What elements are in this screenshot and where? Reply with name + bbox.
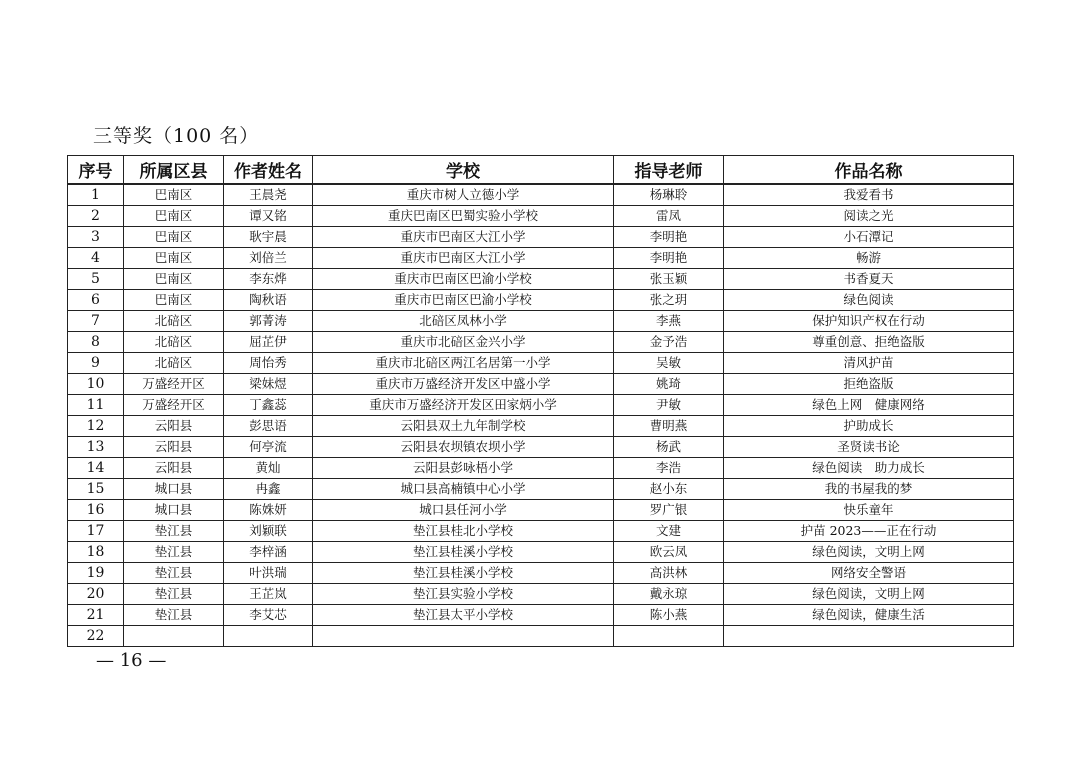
cell-district: 巴南区 <box>124 206 224 227</box>
cell-teacher: 张玉颖 <box>614 269 724 290</box>
cell-author: 王芷岚 <box>224 584 313 605</box>
cell-author: 丁鑫蕊 <box>224 395 313 416</box>
cell-district <box>124 626 224 647</box>
cell-index: 8 <box>68 332 124 353</box>
cell-district: 垫江县 <box>124 605 224 626</box>
cell-teacher: 欧云凤 <box>614 542 724 563</box>
cell-index: 7 <box>68 311 124 332</box>
cell-index: 18 <box>68 542 124 563</box>
cell-author: 谭又铭 <box>224 206 313 227</box>
cell-school: 城口县任河小学 <box>313 500 614 521</box>
cell-work-title <box>724 626 1014 647</box>
cell-index: 16 <box>68 500 124 521</box>
table-row <box>68 542 1014 563</box>
cell-teacher: 高洪林 <box>614 563 724 584</box>
table-row <box>68 626 1014 647</box>
table-row <box>68 269 1014 290</box>
cell-district: 云阳县 <box>124 437 224 458</box>
cell-author: 叶洪瑞 <box>224 563 313 584</box>
cell-index: 2 <box>68 206 124 227</box>
header-author: 作者姓名 <box>224 156 313 185</box>
cell-teacher: 文建 <box>614 521 724 542</box>
cell-author: 梁妹煜 <box>224 374 313 395</box>
table-row <box>68 416 1014 437</box>
cell-work-title: 绿色上网 健康网络 <box>724 395 1014 416</box>
cell-index: 10 <box>68 374 124 395</box>
cell-author: 李东烨 <box>224 269 313 290</box>
table-row <box>68 311 1014 332</box>
cell-district: 云阳县 <box>124 416 224 437</box>
cell-district: 北碚区 <box>124 332 224 353</box>
cell-index: 19 <box>68 563 124 584</box>
cell-district: 万盛经开区 <box>124 395 224 416</box>
cell-district: 城口县 <box>124 479 224 500</box>
cell-author: 李梓涵 <box>224 542 313 563</box>
cell-teacher: 曹明燕 <box>614 416 724 437</box>
cell-school: 重庆市巴南区大江小学 <box>313 227 614 248</box>
cell-index: 17 <box>68 521 124 542</box>
cell-author: 李艾芯 <box>224 605 313 626</box>
cell-district: 垫江县 <box>124 584 224 605</box>
cell-author <box>224 626 313 647</box>
cell-work-title: 绿色阅读，健康生活 <box>724 605 1014 626</box>
cell-teacher: 雷凤 <box>614 206 724 227</box>
cell-school: 重庆市北碚区金兴小学 <box>313 332 614 353</box>
table-row <box>68 206 1014 227</box>
cell-index: 3 <box>68 227 124 248</box>
cell-teacher: 张之玥 <box>614 290 724 311</box>
table-row <box>68 353 1014 374</box>
awards-table <box>67 155 1014 647</box>
cell-school: 重庆市巴南区巴渝小学校 <box>313 269 614 290</box>
cell-work-title: 快乐童年 <box>724 500 1014 521</box>
cell-index: 22 <box>68 626 124 647</box>
table-row <box>68 563 1014 584</box>
cell-school: 重庆市巴南区巴渝小学校 <box>313 290 614 311</box>
table-row <box>68 248 1014 269</box>
header-school: 学校 <box>313 156 614 185</box>
cell-district: 巴南区 <box>124 184 224 206</box>
table-row <box>68 437 1014 458</box>
cell-author: 屈芷伊 <box>224 332 313 353</box>
cell-district: 城口县 <box>124 500 224 521</box>
cell-school: 垫江县实验小学校 <box>313 584 614 605</box>
cell-work-title: 我爱看书 <box>724 184 1014 206</box>
cell-index: 5 <box>68 269 124 290</box>
header-row <box>68 156 1014 185</box>
header-index: 序号 <box>68 156 124 185</box>
cell-author: 彭思语 <box>224 416 313 437</box>
cell-district: 巴南区 <box>124 290 224 311</box>
cell-index: 9 <box>68 353 124 374</box>
cell-work-title: 绿色阅读 助力成长 <box>724 458 1014 479</box>
cell-school: 重庆市万盛经济开发区中盛小学 <box>313 374 614 395</box>
cell-author: 王晨尧 <box>224 184 313 206</box>
table-row <box>68 479 1014 500</box>
table-row <box>68 332 1014 353</box>
cell-index: 14 <box>68 458 124 479</box>
cell-teacher: 李明艳 <box>614 227 724 248</box>
cell-school: 云阳县双土九年制学校 <box>313 416 614 437</box>
cell-teacher: 吴敏 <box>614 353 724 374</box>
cell-school: 重庆巴南区巴蜀实验小学校 <box>313 206 614 227</box>
cell-author: 冉鑫 <box>224 479 313 500</box>
cell-district: 北碚区 <box>124 353 224 374</box>
cell-school: 重庆市树人立德小学 <box>313 184 614 206</box>
cell-author: 周怡秀 <box>224 353 313 374</box>
cell-school: 垫江县太平小学校 <box>313 605 614 626</box>
section-heading: 三等奖（100 名） <box>93 125 260 147</box>
cell-teacher: 李明艳 <box>614 248 724 269</box>
cell-index: 12 <box>68 416 124 437</box>
page-number: — 16 — <box>96 650 167 671</box>
table-row <box>68 605 1014 626</box>
cell-district: 云阳县 <box>124 458 224 479</box>
cell-school: 北碚区凤林小学 <box>313 311 614 332</box>
cell-school: 云阳县彭咏梧小学 <box>313 458 614 479</box>
cell-work-title: 网络安全警语 <box>724 563 1014 584</box>
cell-teacher: 杨琳聆 <box>614 184 724 206</box>
table-row <box>68 184 1014 206</box>
cell-school <box>313 626 614 647</box>
header-work-title: 作品名称 <box>724 156 1014 185</box>
cell-work-title: 书香夏天 <box>724 269 1014 290</box>
cell-district: 巴南区 <box>124 269 224 290</box>
cell-index: 13 <box>68 437 124 458</box>
table-row <box>68 458 1014 479</box>
cell-school: 重庆市万盛经济开发区田家炳小学 <box>313 395 614 416</box>
cell-author: 刘倍兰 <box>224 248 313 269</box>
cell-teacher: 李燕 <box>614 311 724 332</box>
cell-teacher: 姚琦 <box>614 374 724 395</box>
cell-work-title: 绿色阅读，文明上网 <box>724 542 1014 563</box>
cell-district: 垫江县 <box>124 542 224 563</box>
table-row <box>68 521 1014 542</box>
cell-teacher: 李浩 <box>614 458 724 479</box>
cell-work-title: 阅读之光 <box>724 206 1014 227</box>
cell-author: 耿宇晨 <box>224 227 313 248</box>
cell-work-title: 绿色阅读 <box>724 290 1014 311</box>
cell-work-title: 尊重创意、拒绝盗版 <box>724 332 1014 353</box>
cell-district: 垫江县 <box>124 563 224 584</box>
header-teacher: 指导老师 <box>614 156 724 185</box>
cell-teacher: 尹敏 <box>614 395 724 416</box>
cell-teacher: 杨武 <box>614 437 724 458</box>
header-district: 所属区县 <box>124 156 224 185</box>
cell-work-title: 保护知识产权在行动 <box>724 311 1014 332</box>
cell-district: 万盛经开区 <box>124 374 224 395</box>
cell-school: 城口县高楠镇中心小学 <box>313 479 614 500</box>
cell-teacher: 金予浩 <box>614 332 724 353</box>
cell-teacher: 罗广银 <box>614 500 724 521</box>
cell-work-title: 绿色阅读，文明上网 <box>724 584 1014 605</box>
cell-author: 陈姝妍 <box>224 500 313 521</box>
cell-work-title: 清风护苗 <box>724 353 1014 374</box>
cell-school: 云阳县农坝镇农坝小学 <box>313 437 614 458</box>
cell-author: 黄灿 <box>224 458 313 479</box>
cell-teacher: 戴永琼 <box>614 584 724 605</box>
cell-district: 巴南区 <box>124 227 224 248</box>
table-row <box>68 500 1014 521</box>
cell-teacher: 赵小东 <box>614 479 724 500</box>
cell-work-title: 畅游 <box>724 248 1014 269</box>
cell-school: 垫江县桂北小学校 <box>313 521 614 542</box>
cell-index: 20 <box>68 584 124 605</box>
cell-teacher <box>614 626 724 647</box>
cell-index: 4 <box>68 248 124 269</box>
cell-author: 陶秋语 <box>224 290 313 311</box>
cell-author: 何亭流 <box>224 437 313 458</box>
cell-district: 垫江县 <box>124 521 224 542</box>
cell-index: 21 <box>68 605 124 626</box>
cell-school: 重庆市北碚区两江名居第一小学 <box>313 353 614 374</box>
cell-work-title: 小石潭记 <box>724 227 1014 248</box>
cell-author: 刘颖联 <box>224 521 313 542</box>
table-body <box>68 184 1014 647</box>
cell-district: 巴南区 <box>124 248 224 269</box>
cell-school: 垫江县桂溪小学校 <box>313 542 614 563</box>
cell-author: 郭菁涛 <box>224 311 313 332</box>
cell-index: 1 <box>68 184 124 206</box>
cell-index: 15 <box>68 479 124 500</box>
cell-index: 11 <box>68 395 124 416</box>
cell-teacher: 陈小燕 <box>614 605 724 626</box>
cell-work-title: 护助成长 <box>724 416 1014 437</box>
table-row <box>68 374 1014 395</box>
table-row <box>68 227 1014 248</box>
cell-work-title: 我的书屋我的梦 <box>724 479 1014 500</box>
cell-work-title: 护苗 2023——正在行动 <box>724 521 1014 542</box>
cell-work-title: 拒绝盗版 <box>724 374 1014 395</box>
cell-school: 重庆市巴南区大江小学 <box>313 248 614 269</box>
table-row <box>68 584 1014 605</box>
cell-work-title: 圣贤读书论 <box>724 437 1014 458</box>
cell-school: 垫江县桂溪小学校 <box>313 563 614 584</box>
cell-index: 6 <box>68 290 124 311</box>
table-row <box>68 290 1014 311</box>
table-row <box>68 395 1014 416</box>
cell-district: 北碚区 <box>124 311 224 332</box>
